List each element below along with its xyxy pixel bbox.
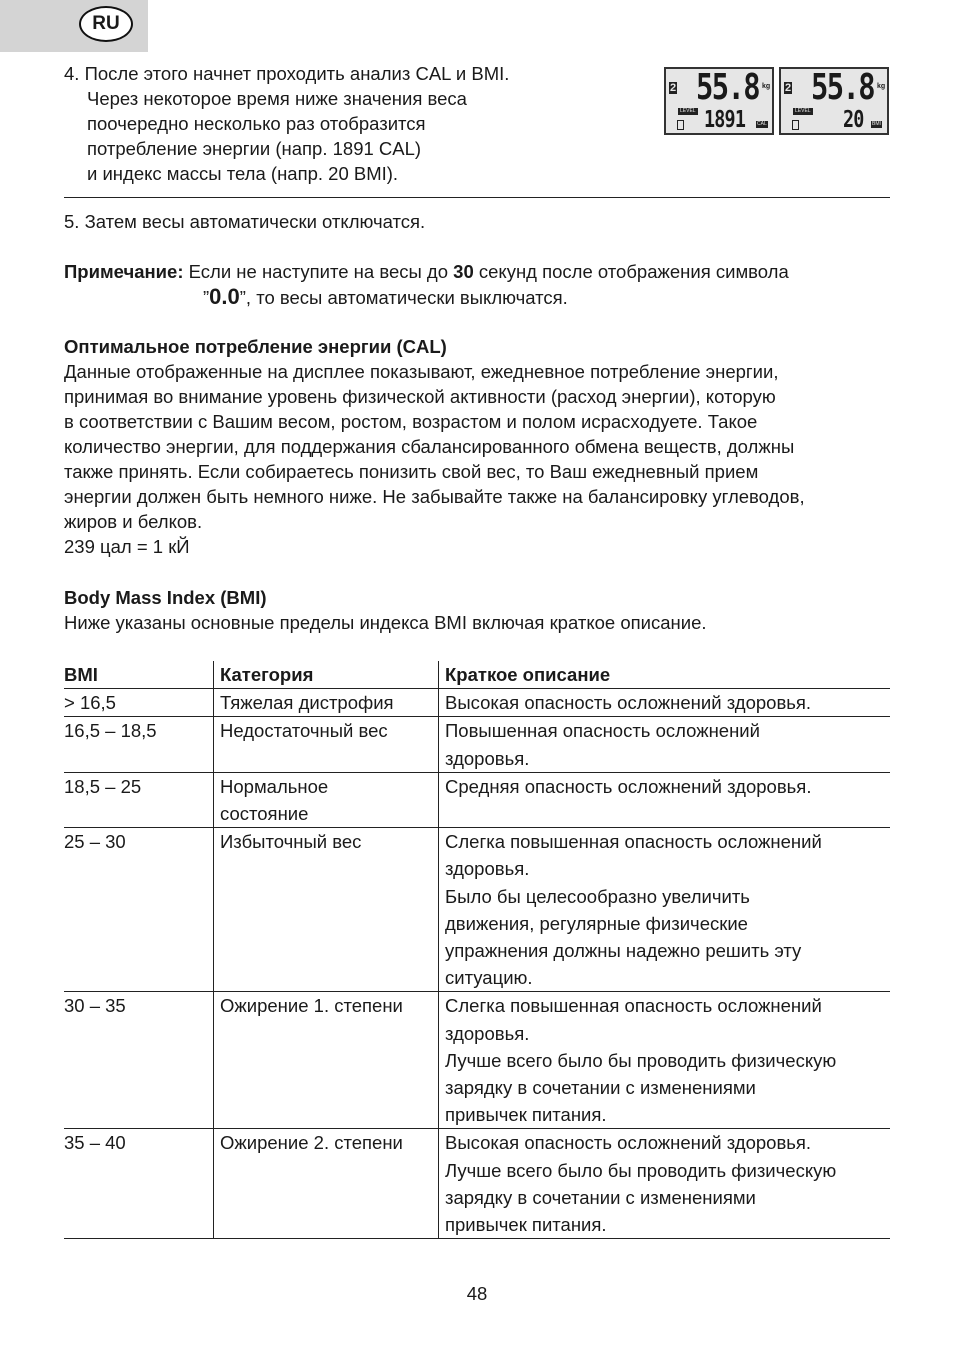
category-cell xyxy=(214,1129,439,1239)
memory-indicator: 2 xyxy=(670,82,677,94)
scale-display-cal xyxy=(664,67,774,135)
cal-paragraph-line: принимая во внимание уровень физической активности (расход энергии), которую xyxy=(64,386,776,407)
description-cell xyxy=(439,1129,891,1239)
cal-conversion: 239 цал = 1 кЙ xyxy=(64,536,190,557)
unit-label: kg xyxy=(877,83,886,90)
memory-indicator: 2 xyxy=(785,82,792,94)
scale-display-bmi xyxy=(779,67,889,135)
note-text: Если не наступите на весы до xyxy=(188,261,449,282)
category-text: Нормальное xyxy=(220,775,329,797)
description-cell xyxy=(439,828,891,992)
cal-paragraph-line: количество энергии, для поддержания сбалансированного обмена веществ, должны xyxy=(64,436,795,457)
mode-tag: BMI xyxy=(872,121,881,127)
table-header-row xyxy=(64,661,890,689)
description-text: здоровья. xyxy=(445,858,530,880)
body-icon xyxy=(792,120,799,130)
cal-paragraph-line: энергии должен быть немного ниже. Не забывайте также на балансировку углеводов, xyxy=(64,486,805,507)
bmi-range-cell: 18,5 – 25 xyxy=(64,772,214,827)
category-text: Избыточный вес xyxy=(220,831,362,853)
bmi-section xyxy=(64,585,707,635)
bmi-range-cell: 16,5 – 18,5 xyxy=(64,717,214,772)
secondary-readout: 20 xyxy=(843,107,864,133)
weight-readout: 55.8 xyxy=(696,67,759,108)
mode-tag: CAL xyxy=(757,121,767,127)
description-text: привычек питания. xyxy=(445,1214,607,1236)
description-text: движения, регулярные физические xyxy=(445,912,748,934)
category-cell xyxy=(214,717,439,772)
bmi-range-cell: 35 – 40 xyxy=(64,1129,214,1239)
note-quote: ” xyxy=(203,287,210,308)
description-cell xyxy=(439,689,891,717)
zero-symbol: 0.0 xyxy=(209,284,240,309)
secondary-readout: 1891 xyxy=(704,107,746,133)
note-text: секунд после отображения символа xyxy=(478,261,789,282)
category-text: Недостаточный вес xyxy=(220,720,388,742)
table-row xyxy=(64,717,890,772)
category-cell xyxy=(214,689,439,717)
cal-paragraph-line: Данные отображенные на дисплее показывают, ежедневное потребление энергии, xyxy=(64,361,779,382)
note-text: ”, то весы автоматически выключатся. xyxy=(239,287,568,308)
table-row xyxy=(64,992,890,1129)
bmi-range-cell: > 16,5 xyxy=(64,689,214,717)
step-4-line: Через некоторое время ниже значения веса xyxy=(87,88,467,109)
unit-label: kg xyxy=(762,83,771,90)
cal-paragraph-line: также принять. Если собираетесь понизить свой вес, то Ваш ежедневный прием xyxy=(64,461,759,482)
section-divider xyxy=(64,197,890,198)
note-seconds: 30 xyxy=(453,261,474,282)
description-text: здоровья. xyxy=(445,1022,530,1044)
bmi-heading: Body Mass Index (BMI) xyxy=(64,587,267,608)
description-cell xyxy=(439,717,891,772)
description-text: Лучше всего было бы проводить физическую xyxy=(445,1159,837,1181)
cal-paragraph-line: в соответствии с Вашим весом, ростом, возрастом и полом исрасходуете. Такое xyxy=(64,411,758,432)
bmi-range-cell: 25 – 30 xyxy=(64,828,214,992)
column-header-description: Краткое описание xyxy=(445,664,611,685)
bmi-range-cell: 30 – 35 xyxy=(64,992,214,1129)
description-text: зарядку в сочетании с изменениями xyxy=(445,1077,756,1099)
category-cell xyxy=(214,992,439,1129)
description-text: Высокая опасность осложнений здоровья. xyxy=(445,1132,812,1154)
body-icon xyxy=(677,120,684,130)
description-text: упражнения должны надежно решить эту xyxy=(445,940,802,962)
language-tab xyxy=(0,0,148,52)
weight-readout: 55.8 xyxy=(811,67,874,108)
category-text: Тяжелая дистрофия xyxy=(220,692,394,714)
step-4-line: 4. После этого начнет проходить анализ CAL и BMI. xyxy=(64,63,510,84)
category-text: Ожирение 2. степени xyxy=(220,1132,403,1154)
cal-paragraph-line: жиров и белков. xyxy=(64,511,203,532)
level-label: LEVEL xyxy=(795,108,811,114)
note-line-1 xyxy=(64,259,789,284)
description-text: Слегка повышенная опасность осложнений xyxy=(445,831,822,853)
description-text: Высокая опасность осложнений здоровья. xyxy=(445,692,812,714)
description-text: Повышенная опасность осложнений xyxy=(445,720,760,742)
step-4-line: поочередно несколько раз отобразится xyxy=(87,113,426,134)
category-text: состояние xyxy=(220,803,309,825)
column-header-bmi: BMI xyxy=(64,661,214,689)
column-header-category: Категория xyxy=(214,661,439,689)
bmi-intro: Ниже указаны основные пределы индекса BMI включая краткое описание. xyxy=(64,612,707,633)
note-label: Примечание: xyxy=(64,261,184,282)
category-text: Ожирение 1. степени xyxy=(220,995,403,1017)
description-text: Слегка повышенная опасность осложнений xyxy=(445,995,822,1017)
cal-heading: Оптимальное потребление энергии (CAL) xyxy=(64,336,447,357)
table-row xyxy=(64,772,890,827)
step-4-line: потребление энергии (напр. 1891 CAL) xyxy=(87,138,422,159)
table-row xyxy=(64,828,890,992)
table-row xyxy=(64,1129,890,1239)
step-4-line: и индекс массы тела (напр. 20 BMI). xyxy=(87,163,399,184)
description-text: здоровья. xyxy=(445,747,530,769)
cal-section xyxy=(64,334,805,559)
language-badge: RU xyxy=(79,6,133,42)
level-label: LEVEL xyxy=(680,108,696,114)
description-text: зарядку в сочетании с изменениями xyxy=(445,1186,756,1208)
category-cell xyxy=(214,772,439,827)
step-4-text xyxy=(64,61,509,186)
description-text: ситуацию. xyxy=(445,967,533,989)
bmi-table xyxy=(64,661,890,1239)
description-cell xyxy=(439,992,891,1129)
description-cell xyxy=(439,772,891,827)
note-line-2 xyxy=(203,284,568,310)
description-text: Средняя опасность осложнений здоровья. xyxy=(445,775,812,797)
description-text: Лучше всего было бы проводить физическую xyxy=(445,1049,837,1071)
step-5-text: 5. Затем весы автоматически отключатся. xyxy=(64,211,426,232)
page-number: 48 xyxy=(466,1283,488,1304)
description-text: Было бы целесообразно увеличить xyxy=(445,885,750,907)
description-text: привычек питания. xyxy=(445,1104,607,1126)
category-cell xyxy=(214,828,439,992)
table-row xyxy=(64,689,890,717)
